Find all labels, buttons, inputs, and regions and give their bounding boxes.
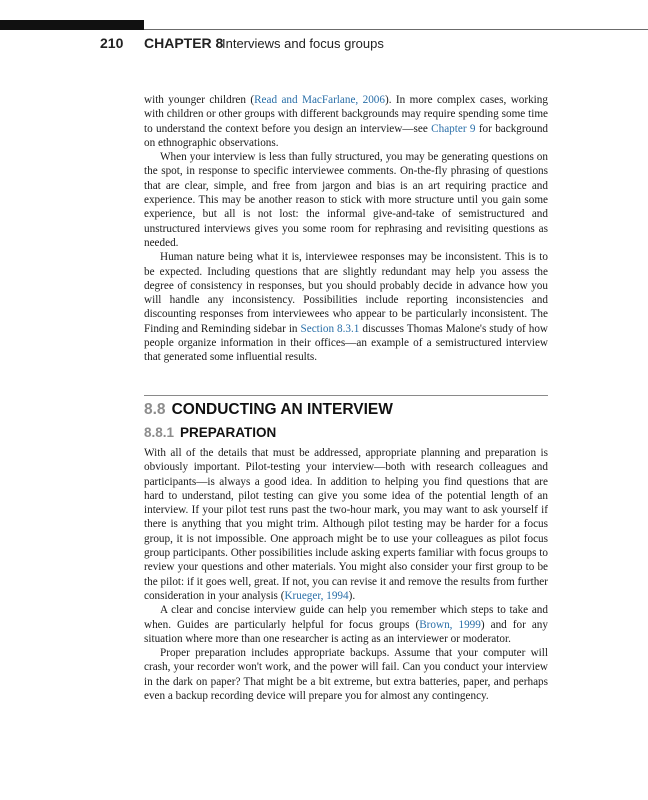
section-divider bbox=[144, 395, 548, 396]
body-text-block-2 bbox=[144, 446, 548, 703]
citation-link[interactable]: Krueger, 1994 bbox=[284, 589, 349, 602]
paragraph bbox=[144, 446, 548, 603]
text: ). In more complex cases, working with children or other groups with different backgrounds may require spending some time to understand the context before you design an interview—see bbox=[144, 94, 548, 135]
text: ) and for any situation where more than one researcher is acting as an interviewer or moderator. bbox=[144, 618, 548, 645]
section-link[interactable]: Section 8.3.1 bbox=[300, 322, 360, 335]
section-title: CONDUCTING AN INTERVIEW bbox=[171, 401, 393, 418]
header-bar bbox=[0, 20, 144, 30]
text: Human nature being what it is, interviewee responses may be inconsistent. This is to be expected. Including questions that are slightly redundant may help you assess the degree of consistency in responses, but you should probably decide in advance how you will handle any inconsistency. Possibilities include reporting inconsistencies and discounting responses from interviewees who appear to be particularly inconsistent. The Finding and Reminding sidebar in bbox=[144, 251, 548, 335]
text: discusses Thomas Malone's study of how people organize information in their offices—an example of a semistructured interview that generated some influential results. bbox=[144, 322, 548, 364]
text: for background on ethnographic observations. bbox=[144, 122, 549, 149]
text: With all of the details that must be addressed, appropriate planning and preparation is obviously important. Pilot-testing your interview—both with research colleagues and participants—is always a good idea. In addition to helping you find questions that are hard to understand, pilot testing can give you some idea of the potential length of an interview. If your pilot test runs past the two-hour mark, you may want to ask yourself if there is anything that you might trim. Although pilot testing may be harder for a focus group, it is not impossible. One approach might be to use your colleagues as pilot focus group participants. Other possibilities include asking experts familiar with focus groups to review your questions and other materials. You might also consider your first group to be the pilot: if it goes well, great. If not, you can revise it and remove the results from further consideration in your analysis ( bbox=[144, 447, 548, 602]
chapter-link[interactable]: Chapter 9 bbox=[431, 122, 476, 135]
page-number: 210 bbox=[100, 35, 124, 51]
paragraph bbox=[144, 93, 548, 150]
running-head bbox=[0, 35, 648, 55]
subsection-number: 8.8.1 bbox=[144, 425, 175, 440]
paragraph bbox=[144, 250, 548, 364]
citation-link[interactable]: Read and MacFarlane, 2006 bbox=[254, 94, 385, 106]
subsection-title: PREPARATION bbox=[180, 425, 277, 440]
citation-link[interactable]: Brown, 1999 bbox=[419, 618, 481, 631]
subsection-heading bbox=[144, 425, 276, 440]
chapter-label: CHAPTER 8 bbox=[144, 35, 224, 51]
body-text-block-1 bbox=[144, 93, 548, 365]
text: ). bbox=[348, 589, 356, 602]
text: with younger children ( bbox=[144, 94, 255, 106]
section-number: 8.8 bbox=[144, 401, 166, 418]
paragraph: When your interview is less than fully structured, you may be generating questions on the spot, in response to specific interviewee comments. On-the-fly phrasing of questions that are clear, simple, and free from jargon and bias is an art requiring practice and experience. This may be another reason to stick with more structure until you gain some experience, but all is not lost: the informal give-and-take of semistructured and unstructured interviews gives you some room for rephrasing and revisiting questions as needed. bbox=[144, 151, 548, 249]
chapter-title: Interviews and focus groups bbox=[222, 36, 384, 51]
paragraph: Proper preparation includes appropriate backups. Assume that your computer will crash, your recorder won't work, and the power will fail. Can you conduct your interview in the dark on paper? That might be a bit extreme, but extra batteries, paper, and perhaps even a backup recording device will prepare you for almost any contingency. bbox=[144, 647, 548, 703]
section-heading bbox=[144, 401, 393, 419]
header-rule bbox=[144, 29, 648, 30]
text: A clear and concise interview guide can help you remember which steps to take and when. Guides are particularly helpful for focus groups ( bbox=[144, 604, 548, 631]
paragraph bbox=[144, 603, 548, 646]
